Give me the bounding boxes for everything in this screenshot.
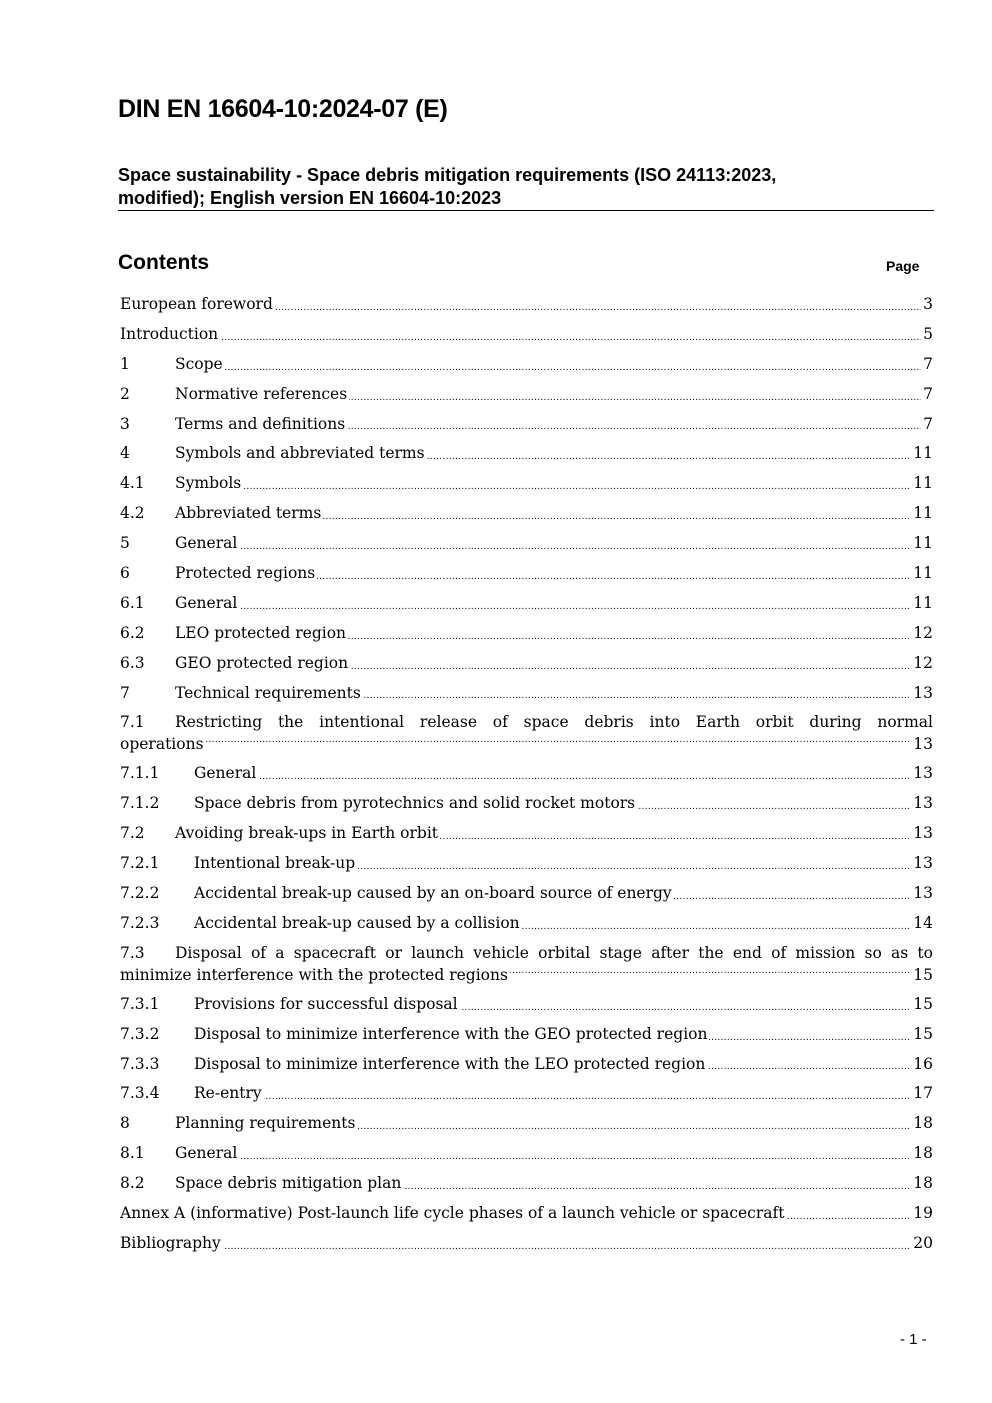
toc-entry-title: Space debris from pyrotechnics and solid rocket motors: [194, 794, 636, 813]
toc-entry-number: 7.3.4: [120, 1084, 160, 1103]
toc-entry[interactable]: [120, 912, 933, 942]
toc-entry-page: 13: [913, 764, 933, 783]
toc-leader-dots: [120, 1233, 933, 1258]
toc-entry-number: 1: [120, 354, 130, 373]
document-subtitle: [118, 164, 933, 210]
toc-leader-dots: [120, 354, 933, 379]
toc-entry-title-line-1: [120, 942, 933, 964]
toc-entry-title: Space debris mitigation plan: [175, 1174, 402, 1193]
toc-entry[interactable]: [120, 1082, 933, 1112]
toc-entry-number: 4: [120, 444, 130, 463]
toc-entry-page: 16: [913, 1054, 933, 1073]
toc-leader-dots: [120, 533, 933, 558]
toc-leader-dots: [120, 1143, 933, 1168]
toc-entry-number: 6: [120, 564, 130, 583]
toc-entry-title: Accidental break-up caused by a collision: [194, 913, 520, 932]
toc-entry-number: 6.3: [120, 653, 145, 672]
toc-entry-page: 11: [913, 593, 933, 612]
toc-entry-title: Intentional break-up: [194, 854, 356, 873]
toc-entry[interactable]: [120, 532, 933, 562]
toc-entry[interactable]: [120, 1112, 933, 1142]
toc-entry-page: 7: [923, 354, 933, 373]
toc-entry-title-line-2: operations: [120, 735, 204, 754]
toc-entry-number: 7.3: [120, 943, 145, 962]
toc-entry-page: 13: [913, 683, 933, 702]
toc-entry-page: 13: [913, 824, 933, 843]
toc-entry-title: GEO protected region: [175, 653, 349, 672]
toc-entry-title: Annex A (informative) Post-launch life cycle phases of a launch vehicle or spacecraft: [120, 1204, 785, 1223]
toc-entry-page: 12: [913, 653, 933, 672]
toc-entry-number: 3: [120, 414, 130, 433]
toc-leader-dots: [120, 593, 933, 618]
toc-entry-title: Bibliography: [120, 1233, 221, 1252]
toc-entry-page: 20: [913, 1233, 933, 1252]
toc-entry-title-line-1: [120, 711, 933, 733]
toc-leader-dots: [120, 324, 933, 349]
toc-entry[interactable]: [120, 502, 933, 532]
toc-entry-page: 15: [913, 994, 933, 1013]
toc-entry-page: 11: [913, 564, 933, 583]
toc-entry-number: 4.1: [120, 474, 145, 493]
toc-entry-title: Avoiding break-ups in Earth orbit: [175, 824, 439, 843]
toc-entry[interactable]: [120, 652, 933, 682]
toc-entry[interactable]: [120, 942, 933, 993]
toc-entry[interactable]: [120, 852, 933, 882]
toc-entry-number: 8: [120, 1114, 130, 1133]
toc-entry-title: Disposal to minimize interference with the LEO protected region: [194, 1054, 706, 1073]
toc-entry-number: 7.2.1: [120, 854, 160, 873]
toc-entry-page: 13: [913, 884, 933, 903]
toc-entry[interactable]: [120, 472, 933, 502]
toc-entry-page: 15: [913, 965, 933, 984]
toc-entry-title: Symbols: [175, 474, 242, 493]
toc-entry-title: Disposal to minimize interference with the GEO protected region: [194, 1024, 708, 1043]
toc-entry-page: 12: [913, 623, 933, 642]
toc-entry[interactable]: [120, 822, 933, 852]
toc-entry-page: 13: [913, 735, 933, 754]
toc-entry-page: 13: [913, 854, 933, 873]
toc-entry-number: 7.2.3: [120, 913, 160, 932]
toc-entry-page: 11: [913, 534, 933, 553]
toc-entry[interactable]: [120, 711, 933, 762]
toc-entry[interactable]: [120, 1142, 933, 1172]
toc-entry-page: 11: [913, 504, 933, 523]
toc-entry-title: General: [194, 764, 257, 783]
toc-entry-page: 15: [913, 1024, 933, 1043]
toc-entry-title: Provisions for successful disposal: [194, 994, 458, 1013]
toc-entry[interactable]: [120, 622, 933, 652]
toc-entry-number: 7.3.1: [120, 994, 160, 1013]
toc-entry-page: 13: [913, 794, 933, 813]
toc-entry-page: 18: [913, 1114, 933, 1133]
toc-entry-page: 17: [913, 1084, 933, 1103]
toc-entry-title: General: [175, 534, 238, 553]
toc-entry-page: 11: [913, 444, 933, 463]
toc-entry-title: LEO protected region: [175, 623, 347, 642]
subtitle-line-2: modified); English version EN 16604-10:2023: [118, 188, 502, 208]
toc-entry-page: 3: [923, 295, 933, 313]
toc-entry-number: 5: [120, 534, 130, 553]
toc-entry[interactable]: [120, 882, 933, 912]
toc-entry-page: 7: [923, 414, 933, 433]
toc-entry[interactable]: [120, 592, 933, 622]
toc-entry[interactable]: [120, 323, 933, 353]
toc-entry-number: 7.1.1: [120, 764, 160, 783]
toc-entry-number: 7: [120, 683, 130, 702]
toc-entry-title: Introduction: [120, 324, 219, 343]
toc-entry[interactable]: [120, 993, 933, 1023]
toc-entry-number: 7.2.2: [120, 884, 160, 903]
toc-entry[interactable]: [120, 383, 933, 413]
toc-entry-page: 5: [923, 324, 933, 343]
toc-entry-number: 7.2: [120, 824, 145, 843]
toc-entry-title: Technical requirements: [175, 683, 361, 702]
toc-entry[interactable]: [120, 353, 933, 383]
toc-entry[interactable]: [120, 1053, 933, 1083]
toc-entry[interactable]: [120, 293, 933, 323]
toc-entry-number: 7.1: [120, 713, 145, 732]
toc-entry-number: 6.2: [120, 623, 145, 642]
toc-entry-title: General: [175, 1144, 238, 1163]
toc-entry-title: Accidental break-up caused by an on-board source of energy: [194, 884, 672, 903]
toc-entry-title: Protected regions: [175, 564, 316, 583]
toc-leader-dots: [120, 733, 933, 754]
toc-entry[interactable]: [120, 1202, 933, 1232]
toc-entry-page: 14: [913, 913, 933, 932]
toc-entry-title: Symbols and abbreviated terms: [175, 444, 425, 463]
page-number: - 1 -: [900, 1331, 927, 1348]
toc-entry[interactable]: [120, 1172, 933, 1202]
toc-entry-title: General: [175, 593, 238, 612]
toc-entry-page: 11: [913, 474, 933, 493]
toc-entry-title: Re-entry: [194, 1084, 262, 1103]
toc-entry-number: 7.1.2: [120, 794, 160, 813]
toc-entry-title-line-2: minimize interference with the protected regions: [120, 965, 508, 984]
toc-entry-title: Planning requirements: [175, 1114, 356, 1133]
toc-entry-number: 7.3.2: [120, 1024, 160, 1043]
page-column-label: Page: [886, 258, 920, 274]
toc-entry-number: 4.2: [120, 504, 145, 523]
toc-entry-number: 8.1: [120, 1144, 145, 1163]
table-of-contents: [120, 293, 933, 1262]
subtitle-line-1: Space sustainability - Space debris mitigation requirements (ISO 24113:2023,: [118, 165, 777, 185]
toc-entry[interactable]: [120, 682, 933, 712]
toc-entry[interactable]: [120, 562, 933, 592]
toc-entry-number: 7.3.3: [120, 1054, 160, 1073]
toc-entry-page: 7: [923, 384, 933, 403]
toc-entry-page: 18: [913, 1144, 933, 1163]
contents-heading: Contents: [118, 251, 209, 274]
toc-entry[interactable]: [120, 792, 933, 822]
toc-entry-title: Scope: [175, 354, 223, 373]
toc-entry-page: 19: [913, 1204, 933, 1223]
toc-entry[interactable]: [120, 762, 933, 792]
toc-entry-title: Abbreviated terms: [175, 504, 322, 523]
toc-entry-number: 8.2: [120, 1174, 145, 1193]
toc-entry-title: Normative references: [175, 384, 348, 403]
toc-entry[interactable]: [120, 442, 933, 472]
toc-entry[interactable]: [120, 413, 933, 443]
toc-entry-title: European foreword: [120, 295, 273, 313]
toc-entry-title: Terms and definitions: [175, 414, 346, 433]
header-rule: [118, 210, 934, 211]
toc-entry-title: Restricting the intentional release of space debris into Earth orbit during normal: [175, 713, 933, 732]
toc-entry-number: 6.1: [120, 593, 145, 612]
toc-entry[interactable]: [120, 1023, 933, 1053]
toc-entry-page: 18: [913, 1174, 933, 1193]
toc-entry-title: Disposal of a spacecraft or launch vehicle orbital stage after the end of mission so as to: [175, 943, 933, 962]
toc-entry-number: 2: [120, 384, 130, 403]
toc-entry[interactable]: [120, 1232, 933, 1262]
document-id: DIN EN 16604-10:2024-07 (E): [118, 95, 448, 123]
